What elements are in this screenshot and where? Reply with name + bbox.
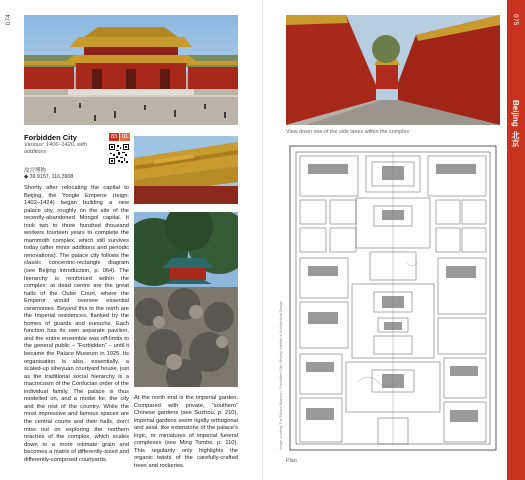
badge-page: 83	[111, 134, 118, 140]
photo-garden-pavilion	[134, 212, 238, 387]
qr-code[interactable]	[109, 144, 129, 164]
chapter-tab	[507, 0, 525, 480]
chapter-tab-text: Beijing	[511, 100, 520, 127]
left-page-number: 074	[5, 14, 12, 26]
right-page-number: 075	[512, 14, 519, 26]
chapter-tab-label	[510, 100, 521, 147]
photo-palace-gate	[24, 15, 238, 125]
plan-credit: Image courtesy The Palace Museum / Forbidden City / Beijing Institute of Architectural Design	[279, 300, 283, 450]
chapter-tab-chinese: 北京	[511, 130, 520, 147]
badge-number: 01	[122, 134, 129, 140]
plan-caption: Plan	[286, 458, 297, 464]
body-column-1: Shortly after relocating the capital to Beijing, the Yongle Emperor (reign: 1402–1424) began building a new palace city, roughly on the site of the recently-abandoned Mongol capital. It took two to three hundred thousand workers fourteen years to complete the mammoth complex, which still survives today (after minor additions and periodic renovations). The palace city follows the classic concentric-rectangle diagram (see Beijing Introduction, p. 064). The hierarchy is reinforced within the complex: at dead centre are the great halls of the Outer Court, where the Emperor would oversee essential ceremonies. Beyond this to the north are the Imperial residences, flanked by the homes of guards and eunuchs. Each function has its own separate pavilion, and the entire ensemble was off-limits to the general public – “Forbidden” – until it became the Palace Museum in 1925. Its organisation is also, essentially, a scaled-up siheyuan courtyard house, just as the traditional social hierarchy is a macrocosm of the Confucian order of the individual family. The palace is thus modelled on, and a model for, the city and the rest of the country. While the most impressive and famous spaces are the central courts and their halls, don’t miss out on exploring the northern reaches of the complex, which scales down to a more intimate grain and becomes a matrix of differently-sized and differently-composed courtyards.	[24, 185, 129, 463]
photo-caption: View down one of the side lanes within the complex	[286, 129, 410, 135]
entry-subtitle: Various: 1406–1420, with additions	[24, 142, 87, 155]
entry-title: Forbidden City	[24, 133, 77, 142]
photo-side-lane	[286, 15, 500, 125]
site-plan	[286, 142, 500, 454]
coordinates	[24, 174, 73, 180]
chinese-name: 故宫博物	[24, 168, 47, 174]
location-pin-icon: ◆	[24, 174, 29, 180]
coordinates-value: 39.9157, 116.3908	[29, 174, 74, 180]
gutter	[262, 0, 263, 480]
body-column-2: At the north end is the imperial garden. Compared with private, “southern” Chinese gardens (see Suzhou, p. 210), imperial gardens seem rigidly orthogonal and axial, like extensions of the palace’s logic, or miniatures of imperial funeral complexes (see Ming Tombs, p. 110). This regularity only highlights the organic twists of the carefully-crafted trees and rockeries.	[134, 395, 238, 469]
entry-badges	[109, 133, 130, 141]
photo-roof-detail	[134, 136, 238, 204]
